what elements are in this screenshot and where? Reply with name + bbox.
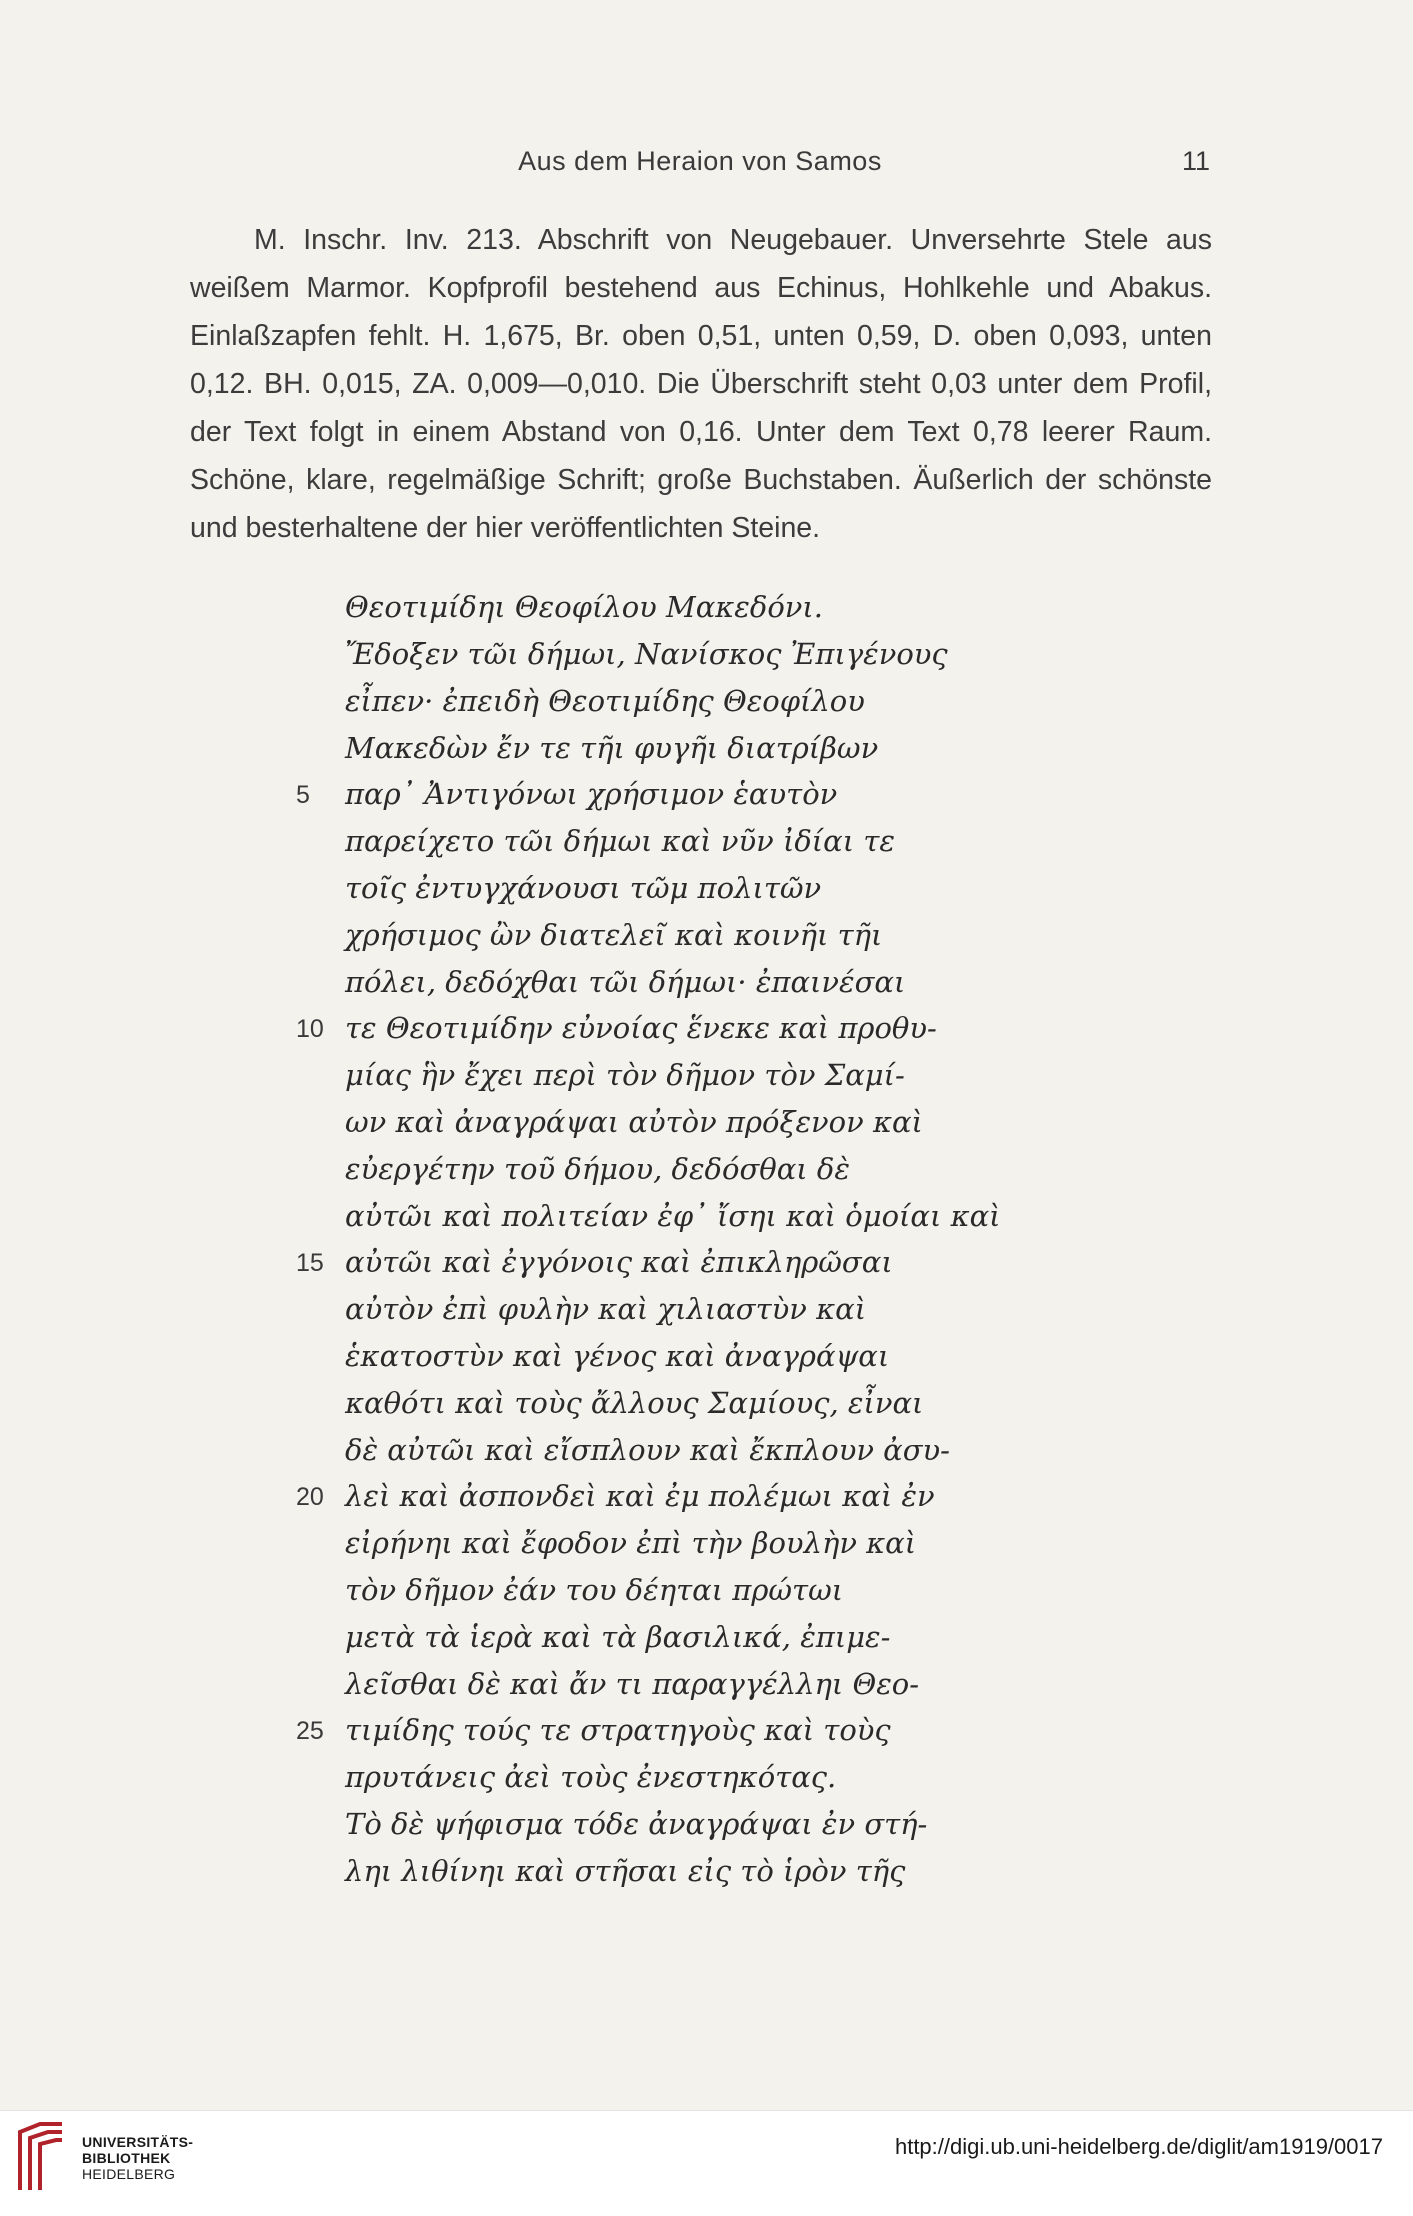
- inscription-line: μετὰ τὰ ἱερὰ καὶ τὰ βασιλικά, ἐπιμε-: [345, 1620, 891, 1654]
- inscription-line: λεῖσθαι δὲ καὶ ἄν τι παραγγέλληι Θεο-: [345, 1667, 920, 1701]
- inscription-line: πρυτάνεις ἀεὶ τοὺς ἐνεστηκότας.: [345, 1760, 837, 1794]
- library-line-1: UNIVERSITÄTS-: [82, 2134, 194, 2150]
- inscription-line: εἰρήνηι καὶ ἔφοδον ἐπὶ τὴν βουλὴν καὶ: [345, 1526, 917, 1560]
- inscription-line: χρήσιμος ὢν διατελεῖ καὶ κοινῆι τῆι: [345, 918, 883, 952]
- line-number: 15: [296, 1249, 324, 1277]
- inscription-line: Τὸ δὲ ψήφισμα τόδε ἀναγράψαι ἐν στή-: [345, 1807, 928, 1841]
- inscription-line: παρείχετο τῶι δήμωι καὶ νῦν ἰδίαι τε: [345, 824, 895, 858]
- intro-paragraph: M. Inschr. Inv. 213. Abschrift von Neugebauer. Unversehrte Stele aus weißem Marmor. Kopfprofil bestehend aus Echinus, Hohlkehle und Abakus. Einlaßzapfen fehlt. H. 1,675, Br. oben 0,51, unten 0,59, D. oben 0,093, unten 0,12. BH. 0,015, ZA. 0,009—0,010. Die Überschrift steht 0,03 unter dem Profil, der Text folgt in einem Abstand von 0,16. Unter dem Text 0,78 leerer Raum. Schöne, klare, regelmäßige Schrift; große Buchstaben. Äußerlich der schönste und besterhaltene der hier veröffentlichten Steine.: [190, 224, 1212, 544]
- inscription-line: εὐεργέτην τοῦ δήμου, δεδόσθαι δὲ: [345, 1152, 850, 1186]
- line-number: 10: [296, 1015, 324, 1043]
- footer-bar: [0, 2110, 1413, 2216]
- inscription-line: ληι λιθίνηι καὶ στῆσαι εἰς τὸ ἱρὸν τῆς: [345, 1854, 906, 1888]
- line-number: 5: [296, 781, 310, 809]
- library-line-3: HEIDELBERG: [82, 2166, 176, 2182]
- inscription-line: τιμίδης τούς τε στρατηγοὺς καὶ τοὺς: [345, 1713, 891, 1747]
- library-line-2: BIBLIOTHEK: [82, 2150, 171, 2166]
- inscription-line: αὐτῶι καὶ ἐγγόνοις καὶ ἐπικληρῶσαι: [345, 1245, 893, 1279]
- running-title: Aus dem Heraion von Samos: [518, 146, 882, 176]
- inscription-line: παρ᾽ Ἀντιγόνωι χρήσιμον ἑαυτὸν: [345, 777, 838, 811]
- inscription-heading: Θεοτιμίδηι Θεοφίλου Μακεδόνι.: [345, 590, 824, 624]
- inscription-line: αὐτῶι καὶ πολιτείαν ἐφ᾽ ἴσηι καὶ ὁμοίαι καὶ: [345, 1199, 1001, 1233]
- source-url-link[interactable]: http://digi.ub.uni-heidelberg.de/diglit/am1919/0017: [894, 2134, 1383, 2159]
- line-number: 20: [296, 1483, 324, 1511]
- library-logo-icon: [12, 2118, 72, 2198]
- inscription-line: αὐτὸν ἐπὶ φυλὴν καὶ χιλιαστὺν καὶ: [345, 1292, 867, 1326]
- inscription-line: πόλει, δεδόχθαι τῶι δήμωι· ἐπαινέσαι: [345, 965, 906, 999]
- line-number: 25: [296, 1717, 324, 1745]
- inscription-line: ἑκατοστὺν καὶ γένος καὶ ἀναγράψαι: [345, 1339, 890, 1373]
- inscription-line: καθότι καὶ τοὺς ἄλλους Σαμίους, εἶναι: [345, 1386, 924, 1420]
- inscription-line: Ἔδοξεν τῶι δήμωι, Νανίσκος Ἐπιγένους: [345, 637, 948, 671]
- inscription-line: τοῖς ἐντυγχάνουσι τῶμ πολιτῶν: [345, 871, 822, 905]
- inscription-line: τε Θεοτιμίδην εὐνοίας ἕνεκε καὶ προθυ-: [345, 1011, 937, 1045]
- inscription-line: εἶπεν· ἐπειδὴ Θεοτιμίδης Θεοφίλου: [345, 684, 865, 718]
- inscription-line: λεὶ καὶ ἀσπονδεὶ καὶ ἐμ πολέμωι καὶ ἐν: [345, 1479, 935, 1513]
- inscription-line: δὲ αὐτῶι καὶ εἴσπλουν καὶ ἔκπλουν ἀσυ-: [345, 1433, 950, 1467]
- page-number: 11: [1181, 146, 1210, 176]
- inscription-line: μίας ἣν ἔχει περὶ τὸν δῆμον τὸν Σαμί-: [345, 1058, 905, 1092]
- inscription-line: Μακεδὼν ἔν τε τῆι φυγῆι διατρίβων: [345, 731, 879, 765]
- inscription-line: ων καὶ ἀναγράψαι αὐτὸν πρόξενον καὶ: [345, 1105, 923, 1139]
- inscription-line: τὸν δῆμον ἐάν του δέηται πρώτωι: [345, 1573, 844, 1607]
- library-name: [82, 2134, 193, 2182]
